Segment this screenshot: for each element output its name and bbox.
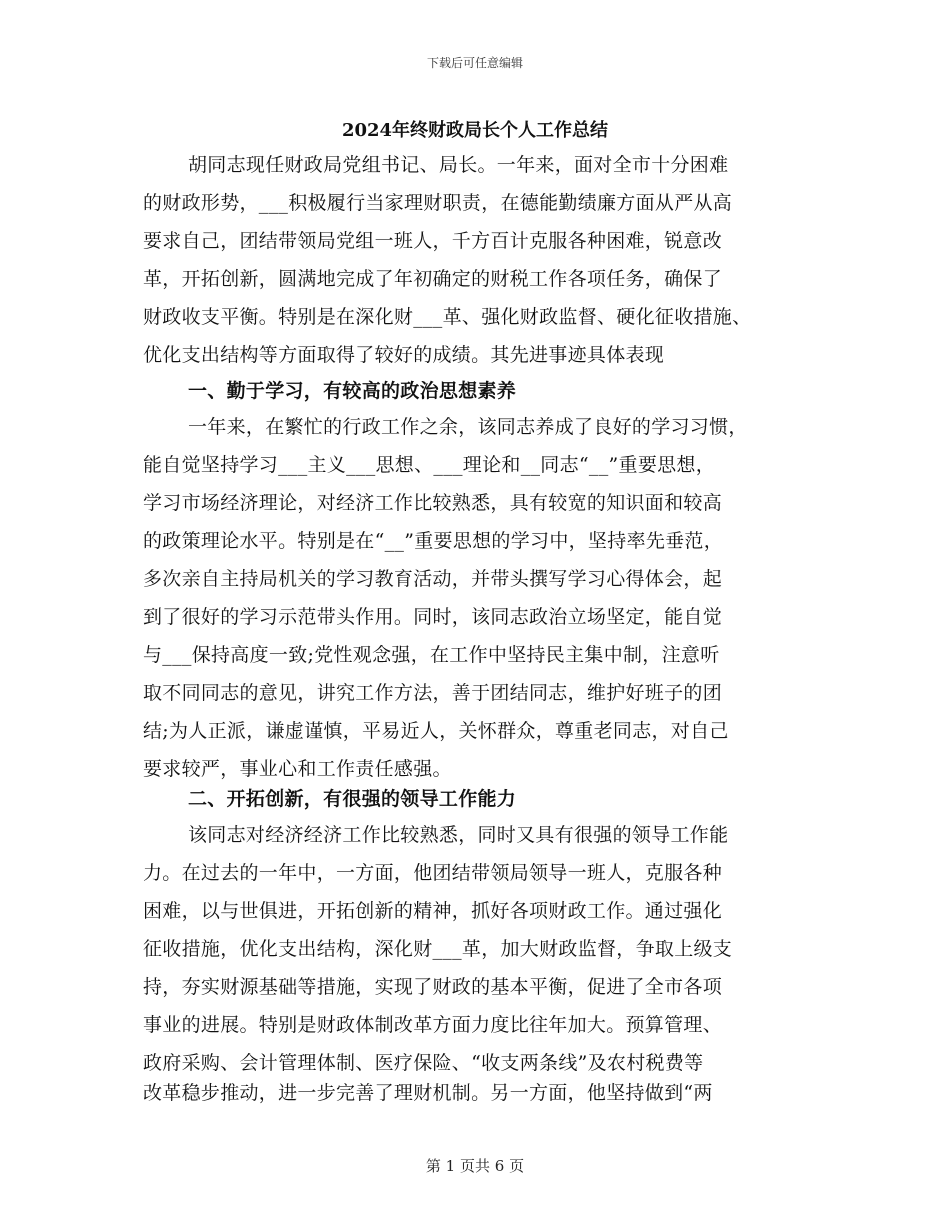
- paragraph-line: 的财政形势，___积极履行当家理财职责，在德能勤绩廉方面从严从高: [143, 192, 733, 214]
- section-heading: 二、开拓创新，有很强的领导工作能力: [188, 788, 517, 810]
- paragraph-line: 力。在过去的一年中，一方面，他团结带领局领导一班人，克服各种: [143, 862, 723, 884]
- page-header-note: 下载后可任意编辑: [426, 56, 523, 70]
- paragraph-line: 的政策理论水平。特别是在“__”重要思想的学习中，坚持率先垂范，: [143, 530, 724, 552]
- paragraph-line: 学习市场经济理论，对经济工作比较熟悉，具有较宽的知识面和较高: [143, 492, 723, 514]
- paragraph-line: 征收措施，优化支出结构，深化财___革，加大财政监督，争取上级支: [143, 938, 733, 960]
- paragraph-line: 事业的进展。特别是财政体制改革方面力度比往年加大。预算管理、: [143, 1014, 723, 1036]
- paragraph-line: 优化支出结构等方面取得了较好的成绩。其先进事迹具体表现: [143, 344, 665, 366]
- paragraph-line: 结;为人正派，谦虚谨慎，平易近人，关怀群众，尊重老同志，对自己: [143, 720, 729, 742]
- paragraph-line: 能自觉坚持学习___主义___思想、___理论和__同志“__”重要思想，: [143, 454, 716, 476]
- paragraph-line: 改革稳步推动，进一步完善了理财机制。另一方面，他坚持做到“两: [143, 1082, 713, 1104]
- paragraph-line: 要求较严，事业心和工作责任感强。: [143, 758, 452, 780]
- paragraph-line: 胡同志现任财政局党组书记、局长。一年来，面对全市十分困难: [188, 154, 729, 176]
- paragraph-line: 革，开拓创新，圆满地完成了年初确定的财税工作各项任务，确保了: [143, 268, 723, 290]
- document-title: 2024年终财政局长个人工作总结: [341, 120, 609, 141]
- paragraph-line: 与___保持高度一致;党性观念强，在工作中坚持民主集中制，注意听: [143, 644, 720, 666]
- page-footer-number: 第 1 页共 6 页: [425, 1157, 525, 1175]
- paragraph-line: 取不同同志的意见，讲究工作方法，善于团结同志，维护好班子的团: [143, 682, 723, 704]
- section-heading: 一、勤于学习，有较高的政治思想素养: [188, 380, 517, 402]
- paragraph-line: 财政收支平衡。特别是在深化财___革、强化财政监督、硬化征收措施、: [143, 306, 752, 328]
- paragraph-line: 多次亲自主持局机关的学习教育活动，并带头撰写学习心得体会，起: [143, 568, 723, 590]
- paragraph-line: 到了很好的学习示范带头作用。同时，该同志政治立场坚定，能自觉: [143, 606, 723, 628]
- paragraph-line: 持，夯实财源基础等措施，实现了财政的基本平衡，促进了全市各项: [143, 976, 723, 998]
- paragraph-line: 政府采购、会计管理体制、医疗保险、“收支两条线”及农村税费等: [143, 1052, 704, 1074]
- paragraph-line: 困难，以与世俱进，开拓创新的精神，抓好各项财政工作。通过强化: [143, 900, 723, 922]
- paragraph-line: 一年来，在繁忙的行政工作之余，该同志养成了良好的学习习惯，: [188, 416, 748, 438]
- paragraph-line: 该同志对经济经济工作比较熟悉，同时又具有很强的领导工作能: [188, 824, 729, 846]
- paragraph-line: 要求自己，团结带领局党组一班人，千方百计克服各种困难，锐意改: [143, 230, 723, 252]
